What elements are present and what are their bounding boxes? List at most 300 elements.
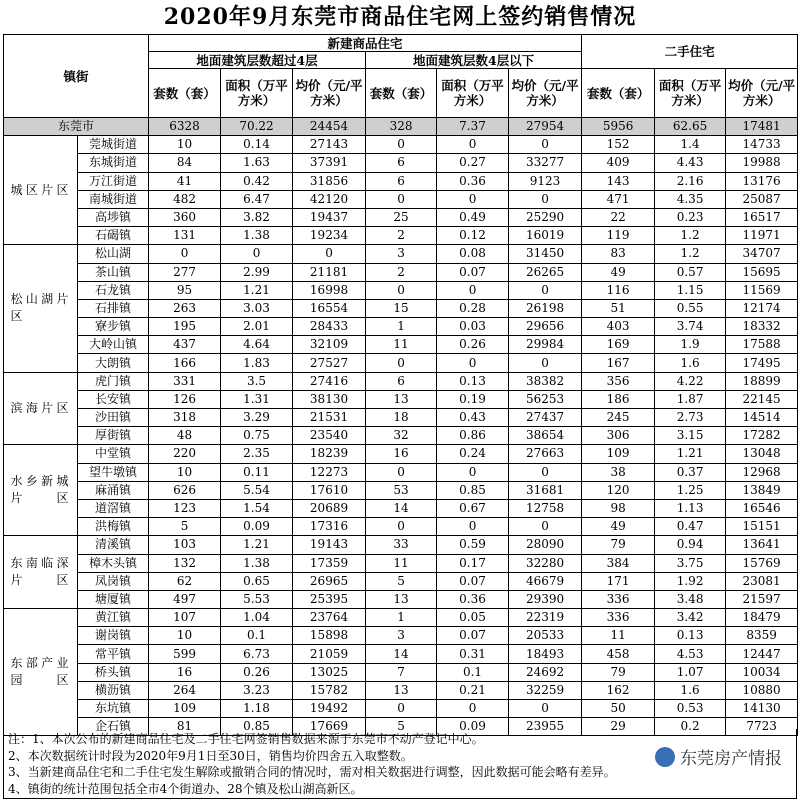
value-cell: 0.07 (437, 572, 509, 590)
value-cell: 1.13 (655, 499, 726, 517)
value-cell: 22 (582, 208, 655, 226)
table-row (4, 154, 798, 172)
value-cell: 2.35 (221, 445, 293, 463)
value-cell: 1.6 (655, 681, 726, 699)
value-cell: 32280 (509, 554, 582, 572)
value-cell: 0 (509, 518, 582, 536)
town-name: 厚街镇 (78, 427, 149, 445)
value-cell: 19988 (726, 154, 798, 172)
table-row (4, 481, 798, 499)
value-cell: 220 (149, 445, 221, 463)
city-total-row (4, 118, 798, 136)
above4-header: 地面建筑层数超过4层 (149, 52, 366, 69)
value-cell: 22319 (509, 609, 582, 627)
district-label: 东部产业园区 (10, 656, 71, 688)
value-cell: 16019 (509, 227, 582, 245)
value-cell: 7723 (726, 718, 798, 736)
value-cell: 12447 (726, 645, 798, 663)
value-cell: 1.21 (221, 281, 293, 299)
value-cell: 12174 (726, 299, 798, 317)
district-name (4, 136, 78, 245)
town-name: 塘厦镇 (78, 590, 149, 608)
table-row (4, 136, 798, 154)
value-cell: 0 (437, 354, 509, 372)
value-cell: 27437 (509, 409, 582, 427)
value-cell: 10 (149, 627, 221, 645)
table-row (4, 590, 798, 608)
value-cell: 3.23 (221, 681, 293, 699)
value-cell: 1.15 (655, 281, 726, 299)
value-cell: 360 (149, 208, 221, 226)
value-cell: 14 (366, 645, 437, 663)
town-name: 麻涌镇 (78, 481, 149, 499)
value-cell: 15151 (726, 518, 798, 536)
value-cell: 2.73 (655, 409, 726, 427)
value-cell: 162 (582, 681, 655, 699)
value-cell: 0 (509, 700, 582, 718)
town-name: 高埗镇 (78, 208, 149, 226)
sets-header: 套数（套） (582, 69, 655, 118)
town-name: 寮步镇 (78, 318, 149, 336)
value-cell: 1.87 (655, 390, 726, 408)
value-cell: 19492 (293, 700, 366, 718)
town-name: 东坑镇 (78, 700, 149, 718)
value-cell: 4.64 (221, 336, 293, 354)
district-name (4, 445, 78, 536)
town-name: 洪梅镇 (78, 518, 149, 536)
value-cell: 0.86 (437, 427, 509, 445)
value-cell: 0.42 (221, 172, 293, 190)
value-cell: 6.47 (221, 190, 293, 208)
value-cell: 0 (437, 700, 509, 718)
value-cell: 16554 (293, 299, 366, 317)
town-name: 樟木头镇 (78, 554, 149, 572)
value-cell: 51 (582, 299, 655, 317)
value-cell: 166 (149, 354, 221, 372)
value-cell: 3.15 (655, 427, 726, 445)
value-cell: 356 (582, 372, 655, 390)
district-name (4, 609, 78, 736)
note-line: 3、当新建商品住宅和二手住宅发生解除或撤销合同的情况时，需对相关数据进行调整，因此数据可能会略有差异。 (8, 765, 616, 779)
value-cell: 8359 (726, 627, 798, 645)
value-cell: 15782 (293, 681, 366, 699)
total-cell: 17481 (726, 118, 798, 136)
value-cell: 12758 (509, 499, 582, 517)
value-cell: 0 (366, 700, 437, 718)
value-cell: 32 (366, 427, 437, 445)
value-cell: 11569 (726, 281, 798, 299)
value-cell: 16998 (293, 281, 366, 299)
value-cell: 19437 (293, 208, 366, 226)
value-cell: 15898 (293, 627, 366, 645)
town-name: 南城街道 (78, 190, 149, 208)
value-cell: 33 (366, 536, 437, 554)
value-cell: 11 (366, 336, 437, 354)
value-cell: 0 (437, 518, 509, 536)
value-cell: 18332 (726, 318, 798, 336)
note-line: 注：1、本次公布的新建商品住宅及二手住宅网签销售数据来源于东莞市不动产登记中心。 (8, 732, 484, 746)
value-cell: 2.01 (221, 318, 293, 336)
value-cell: 32109 (293, 336, 366, 354)
value-cell: 152 (582, 136, 655, 154)
value-cell: 0 (437, 136, 509, 154)
value-cell: 7 (366, 663, 437, 681)
value-cell: 25395 (293, 590, 366, 608)
value-cell: 306 (582, 427, 655, 445)
value-cell: 0.36 (437, 590, 509, 608)
value-cell: 0.47 (655, 518, 726, 536)
value-cell: 25290 (509, 208, 582, 226)
value-cell: 21059 (293, 645, 366, 663)
value-cell: 33277 (509, 154, 582, 172)
value-cell: 5 (366, 718, 437, 736)
table-row (4, 572, 798, 590)
town-name: 茶山镇 (78, 263, 149, 281)
value-cell: 471 (582, 190, 655, 208)
value-cell: 13 (366, 681, 437, 699)
town-name: 桥头镇 (78, 663, 149, 681)
value-cell: 27527 (293, 354, 366, 372)
table-row (4, 318, 798, 336)
value-cell: 27143 (293, 136, 366, 154)
price-header: 均价（元/平方米） (509, 69, 582, 118)
value-cell: 0.09 (221, 518, 293, 536)
value-cell: 38382 (509, 372, 582, 390)
value-cell: 10 (149, 136, 221, 154)
value-cell: 41 (149, 172, 221, 190)
value-cell: 1 (366, 318, 437, 336)
value-cell: 120 (582, 481, 655, 499)
value-cell: 3 (366, 245, 437, 263)
total-cell: 27954 (509, 118, 582, 136)
district-name (4, 536, 78, 609)
value-cell: 0.43 (437, 409, 509, 427)
value-cell: 11 (366, 554, 437, 572)
value-cell: 62 (149, 572, 221, 590)
value-cell: 626 (149, 481, 221, 499)
total-cell: 328 (366, 118, 437, 136)
value-cell: 15695 (726, 263, 798, 281)
value-cell: 24692 (509, 663, 582, 681)
value-cell: 0.13 (655, 627, 726, 645)
value-cell: 16546 (726, 499, 798, 517)
area-header: 面积（万平方米） (221, 69, 293, 118)
value-cell: 17282 (726, 427, 798, 445)
value-cell: 18479 (726, 609, 798, 627)
value-cell: 0.27 (437, 154, 509, 172)
value-cell: 0 (509, 354, 582, 372)
value-cell: 497 (149, 590, 221, 608)
value-cell: 16 (149, 663, 221, 681)
value-cell: 0.37 (655, 463, 726, 481)
town-name: 中堂镇 (78, 445, 149, 463)
value-cell: 6 (366, 372, 437, 390)
table-row (4, 227, 798, 245)
total-cell: 70.22 (221, 118, 293, 136)
total-cell: 24454 (293, 118, 366, 136)
value-cell: 26965 (293, 572, 366, 590)
area-header: 面积（万平方米） (655, 69, 726, 118)
value-cell: 5.53 (221, 590, 293, 608)
value-cell: 0.23 (655, 208, 726, 226)
district-name (4, 245, 78, 372)
value-cell: 38654 (509, 427, 582, 445)
value-cell: 3.74 (655, 318, 726, 336)
table-row (4, 354, 798, 372)
value-cell: 12968 (726, 463, 798, 481)
value-cell: 5.54 (221, 481, 293, 499)
table-row (4, 700, 798, 718)
value-cell: 14130 (726, 700, 798, 718)
value-cell: 1 (366, 609, 437, 627)
table-row (4, 409, 798, 427)
table-row (4, 245, 798, 263)
value-cell: 49 (582, 518, 655, 536)
value-cell: 16 (366, 445, 437, 463)
value-cell: 5 (366, 572, 437, 590)
value-cell: 27416 (293, 372, 366, 390)
value-cell: 18 (366, 409, 437, 427)
table-row (4, 372, 798, 390)
town-name: 石排镇 (78, 299, 149, 317)
value-cell: 84 (149, 154, 221, 172)
value-cell: 14 (366, 499, 437, 517)
value-cell: 0.07 (437, 627, 509, 645)
value-cell: 31450 (509, 245, 582, 263)
value-cell: 109 (149, 700, 221, 718)
value-cell: 107 (149, 609, 221, 627)
town-name: 道滘镇 (78, 499, 149, 517)
value-cell: 131 (149, 227, 221, 245)
value-cell: 0 (437, 463, 509, 481)
secondhand-header: 二手住宅 (582, 35, 798, 69)
value-cell: 81 (149, 718, 221, 736)
district-label: 城区片区 (10, 182, 71, 197)
value-cell: 6 (366, 154, 437, 172)
value-cell: 264 (149, 681, 221, 699)
value-cell: 1.9 (655, 336, 726, 354)
table-row (4, 536, 798, 554)
value-cell: 0.17 (437, 554, 509, 572)
value-cell: 3.82 (221, 208, 293, 226)
district-label: 水乡新城片区 (10, 474, 71, 506)
value-cell: 0 (149, 245, 221, 263)
value-cell: 403 (582, 318, 655, 336)
table-row (4, 518, 798, 536)
value-cell: 23081 (726, 572, 798, 590)
district-label: 东南临深片区 (10, 556, 71, 588)
value-cell: 409 (582, 154, 655, 172)
value-cell: 0.53 (655, 700, 726, 718)
value-cell: 17669 (293, 718, 366, 736)
value-cell: 0.26 (221, 663, 293, 681)
value-cell: 56253 (509, 390, 582, 408)
value-cell: 263 (149, 299, 221, 317)
town-name: 虎门镇 (78, 372, 149, 390)
note-line: 4、镇街的统计范围包括全市4个街道办、28个镇及松山湖高新区。 (8, 781, 363, 796)
value-cell: 10880 (726, 681, 798, 699)
value-cell: 10034 (726, 663, 798, 681)
value-cell: 318 (149, 409, 221, 427)
value-cell: 29656 (509, 318, 582, 336)
value-cell: 20689 (293, 499, 366, 517)
watermark-text: 东莞房产情报 (680, 749, 782, 769)
value-cell: 18899 (726, 372, 798, 390)
value-cell: 11 (582, 627, 655, 645)
value-cell: 123 (149, 499, 221, 517)
value-cell: 23540 (293, 427, 366, 445)
value-cell: 3.42 (655, 609, 726, 627)
value-cell: 3.03 (221, 299, 293, 317)
value-cell: 1.07 (655, 663, 726, 681)
value-cell: 2.99 (221, 263, 293, 281)
value-cell: 0.08 (437, 245, 509, 263)
value-cell: 1.2 (655, 227, 726, 245)
value-cell: 1.63 (221, 154, 293, 172)
value-cell: 0.26 (437, 336, 509, 354)
value-cell: 12273 (293, 463, 366, 481)
value-cell: 0.11 (221, 463, 293, 481)
value-cell: 21181 (293, 263, 366, 281)
table-row (4, 427, 798, 445)
value-cell: 599 (149, 645, 221, 663)
value-cell: 0 (221, 245, 293, 263)
table-row (4, 190, 798, 208)
value-cell: 1.31 (221, 390, 293, 408)
value-cell: 31856 (293, 172, 366, 190)
town-name: 莞城街道 (78, 136, 149, 154)
value-cell: 17588 (726, 336, 798, 354)
table-row (4, 645, 798, 663)
value-cell: 0.07 (437, 263, 509, 281)
value-cell: 2 (366, 227, 437, 245)
total-cell: 7.37 (437, 118, 509, 136)
value-cell: 0.24 (437, 445, 509, 463)
value-cell: 0.75 (221, 427, 293, 445)
value-cell: 0.2 (655, 718, 726, 736)
value-cell: 3.48 (655, 590, 726, 608)
value-cell: 29 (582, 718, 655, 736)
value-cell: 0 (437, 190, 509, 208)
value-cell: 38130 (293, 390, 366, 408)
value-cell: 143 (582, 172, 655, 190)
town-name: 长安镇 (78, 390, 149, 408)
value-cell: 29390 (509, 590, 582, 608)
value-cell: 3 (366, 627, 437, 645)
value-cell: 79 (582, 536, 655, 554)
value-cell: 1.38 (221, 227, 293, 245)
value-cell: 53 (366, 481, 437, 499)
area-header: 面积（万平方米） (437, 69, 509, 118)
value-cell: 48 (149, 427, 221, 445)
price-header: 均价（元/平方米） (726, 69, 798, 118)
value-cell: 6.73 (221, 645, 293, 663)
value-cell: 37391 (293, 154, 366, 172)
value-cell: 0 (509, 463, 582, 481)
value-cell: 17610 (293, 481, 366, 499)
value-cell: 21531 (293, 409, 366, 427)
value-cell: 0.36 (437, 172, 509, 190)
value-cell: 0.1 (221, 627, 293, 645)
table-row (4, 499, 798, 517)
value-cell: 31681 (509, 481, 582, 499)
value-cell: 3.5 (221, 372, 293, 390)
value-cell: 0.05 (437, 609, 509, 627)
value-cell: 4.43 (655, 154, 726, 172)
table-row (4, 299, 798, 317)
value-cell: 16517 (726, 208, 798, 226)
value-cell: 18239 (293, 445, 366, 463)
town-name: 望牛墩镇 (78, 463, 149, 481)
value-cell: 23764 (293, 609, 366, 627)
value-cell: 4.22 (655, 372, 726, 390)
sets-header: 套数（套） (366, 69, 437, 118)
value-cell: 13 (366, 390, 437, 408)
value-cell: 23955 (509, 718, 582, 736)
value-cell: 1.25 (655, 481, 726, 499)
value-cell: 132 (149, 554, 221, 572)
new-housing-header: 新建商品住宅 (149, 35, 582, 52)
town-column-header: 镇街 (4, 35, 149, 118)
value-cell: 14733 (726, 136, 798, 154)
value-cell: 22145 (726, 390, 798, 408)
value-cell: 0.49 (437, 208, 509, 226)
value-cell: 11971 (726, 227, 798, 245)
district-label: 滨海片区 (10, 401, 71, 415)
town-name: 黄江镇 (78, 609, 149, 627)
town-name: 大朗镇 (78, 354, 149, 372)
value-cell: 1.18 (221, 700, 293, 718)
town-name: 企石镇 (78, 718, 149, 736)
value-cell: 0.21 (437, 681, 509, 699)
value-cell: 0 (293, 245, 366, 263)
table-row (4, 463, 798, 481)
value-cell: 0.55 (655, 299, 726, 317)
value-cell: 4.35 (655, 190, 726, 208)
value-cell: 103 (149, 536, 221, 554)
district-name (4, 372, 78, 445)
value-cell: 0 (366, 190, 437, 208)
value-cell: 0.13 (437, 372, 509, 390)
value-cell: 336 (582, 590, 655, 608)
value-cell: 169 (582, 336, 655, 354)
town-name: 凤岗镇 (78, 572, 149, 590)
value-cell: 1.21 (221, 536, 293, 554)
value-cell: 15 (366, 299, 437, 317)
sets-header: 套数（套） (149, 69, 221, 118)
value-cell: 32259 (509, 681, 582, 699)
value-cell: 0 (366, 136, 437, 154)
value-cell: 14514 (726, 409, 798, 427)
value-cell: 83 (582, 245, 655, 263)
value-cell: 42120 (293, 190, 366, 208)
value-cell: 79 (582, 663, 655, 681)
below4-header: 地面建筑层数4层以下 (366, 52, 582, 69)
value-cell: 13048 (726, 445, 798, 463)
value-cell: 0.85 (437, 481, 509, 499)
value-cell: 95 (149, 281, 221, 299)
value-cell: 1.04 (221, 609, 293, 627)
town-name: 万江街道 (78, 172, 149, 190)
table-row (4, 627, 798, 645)
value-cell: 1.21 (655, 445, 726, 463)
value-cell: 109 (582, 445, 655, 463)
table-row (4, 263, 798, 281)
value-cell: 1.83 (221, 354, 293, 372)
value-cell: 19234 (293, 227, 366, 245)
district-label: 松山湖片区 (10, 292, 71, 324)
value-cell: 13 (366, 590, 437, 608)
